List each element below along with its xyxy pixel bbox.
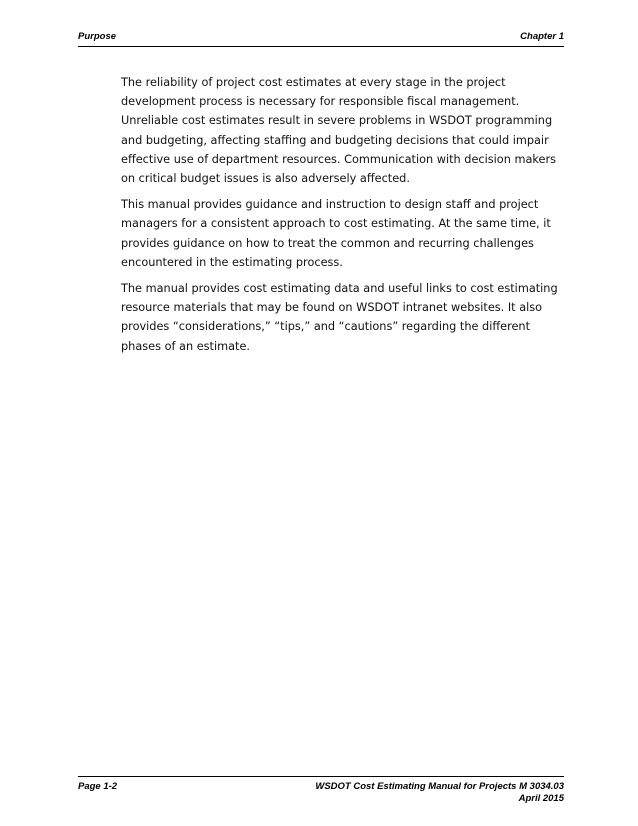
header-divider [78,46,564,47]
body-text [121,73,571,363]
running-header [78,30,564,44]
header-chapter-label: Chapter 1 [520,31,564,42]
footer-page-number: Page 1-2 [78,781,118,792]
paragraph-guidance: This manual provides guidance and instruction to design staff and project managers for a consistent approach to cost estimating. At the same time, it provides guidance on how to treat the common and recurring challenges encountered in the estimating process. [121,198,551,269]
paragraph-reliability: The reliability of project cost estimates at every stage in the project development process is necessary for responsible fiscal management. Unreliable cost estimates result in severe problems in WSDOT programming and budgeting, affecting staffing and budgeting decisions that could impair effective use of department resources. Communication with decision makers on critical budget issues is also adversely affected. [121,76,557,186]
footer-document-info [315,781,564,805]
footer-divider [78,776,564,777]
footer-date: April 2015 [518,793,564,804]
paragraph-resources: The manual provides cost estimating data and useful links to cost estimating resource materials that may be found on WSDOT intranet websites. It also provides “considerations,” “tips,” and “cautions” regarding the different phases of an estimate. [121,282,558,353]
footer-manual-title: WSDOT Cost Estimating Manual for Projects M 3034.03 [315,781,564,792]
header-section-title: Purpose [78,31,117,42]
